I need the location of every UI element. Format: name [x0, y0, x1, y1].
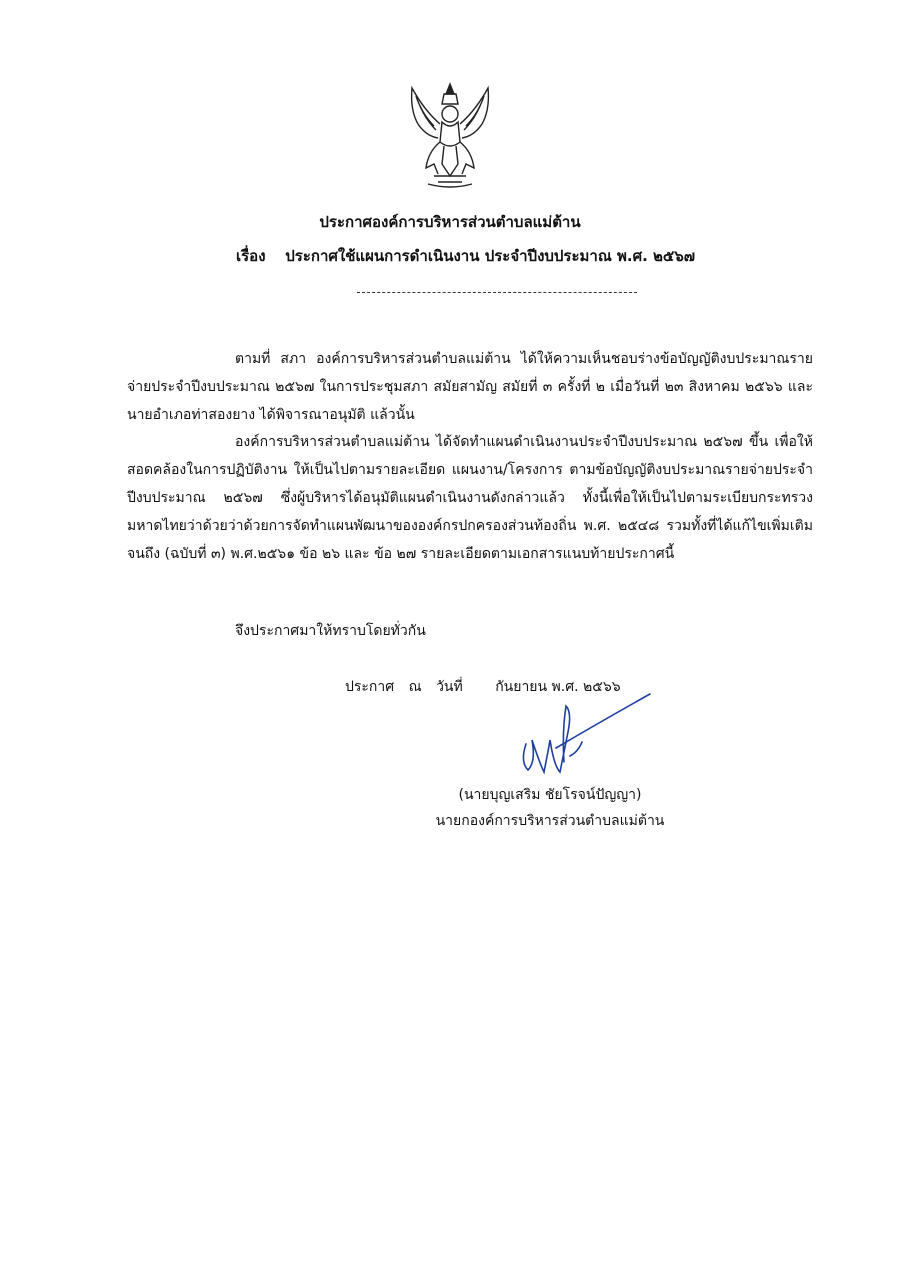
divider-line: [357, 292, 637, 293]
garuda-emblem-icon: [404, 80, 496, 192]
handwritten-signature: [510, 692, 660, 792]
body-paragraph-2: องค์การบริหารส่วนตำบลแม่ต้าน ได้จัดทำแผนดำเนินงานประจำปีงบประมาณ ๒๕๖๗ ขึ้น เพื่อให้สอดคล้องในการปฏิบัติงาน ให้เป็นไปตามรายละเอียด แผนงาน/โครงการ ตามข้อบัญญัติงบประมาณรายจ่ายประจำปีงบประมาณ ๒๕๖๗ ซึ่งผู้บริหารได้อนุมัติแผนดำเนินงานดังกล่าวแล้ว ทั้งนี้เพื่อให้เป็นไปตามระเบียบกระทรวงมหาดไทยว่าด้วยว่าด้วยการจัดทำแผนพัฒนาขององค์กรปกครองส่วนท้องถิ่น พ.ศ. ๒๕๔๘ รวมทั้งที่ได้แก้ไขเพิ่มเติมจนถึง (ฉบับที่ ๓) พ.ศ.๒๕๖๑ ข้อ ๒๖ และ ข้อ ๒๗ รายละเอียดตามเอกสารแนบท้ายประกาศนี้: [127, 434, 813, 562]
signatory-name: (นายบุญเสริม ชัยโรจน์ปัญญา): [458, 787, 642, 803]
announcement-body: [127, 346, 813, 568]
date-day-label: วันที่: [436, 679, 463, 695]
subject-label: เรื่อง: [236, 247, 266, 265]
subject-text: ประกาศใช้แผนการดำเนินงาน ประจำปีงบประมาณ พ.ศ. ๒๕๖๗: [285, 247, 696, 265]
signatory-position: นายกองค์การบริหารส่วนตำบลแม่ต้าน: [435, 813, 665, 829]
date-prefix: ประกาศ: [345, 679, 395, 695]
date-month-year: กันยายน พ.ศ. ๒๕๖๖: [495, 679, 621, 695]
closing-statement: จึงประกาศมาให้ทราบโดยทั่วกัน: [235, 623, 426, 639]
announcement-title: ประกาศองค์การบริหารส่วนตำบลแม่ต้าน: [319, 213, 581, 231]
body-paragraph-1: ตามที่ สภา องค์การบริหารส่วนตำบลแม่ต้าน ได้ให้ความเห็นชอบร่างข้อบัญญัติงบประมาณรายจ่ายประจำปีงบประมาณ ๒๕๖๗ ในการประชุมสภา สมัยสามัญ สมัยที่ ๓ ครั้งที่ ๒ เมื่อวันที่ ๒๓ สิงหาคม ๒๕๖๖ และนายอำเภอท่าสองยาง ได้พิจารณาอนุมัติ แล้วนั้น: [127, 351, 813, 423]
subject-line: [236, 244, 695, 268]
date-at: ณ: [408, 679, 422, 695]
